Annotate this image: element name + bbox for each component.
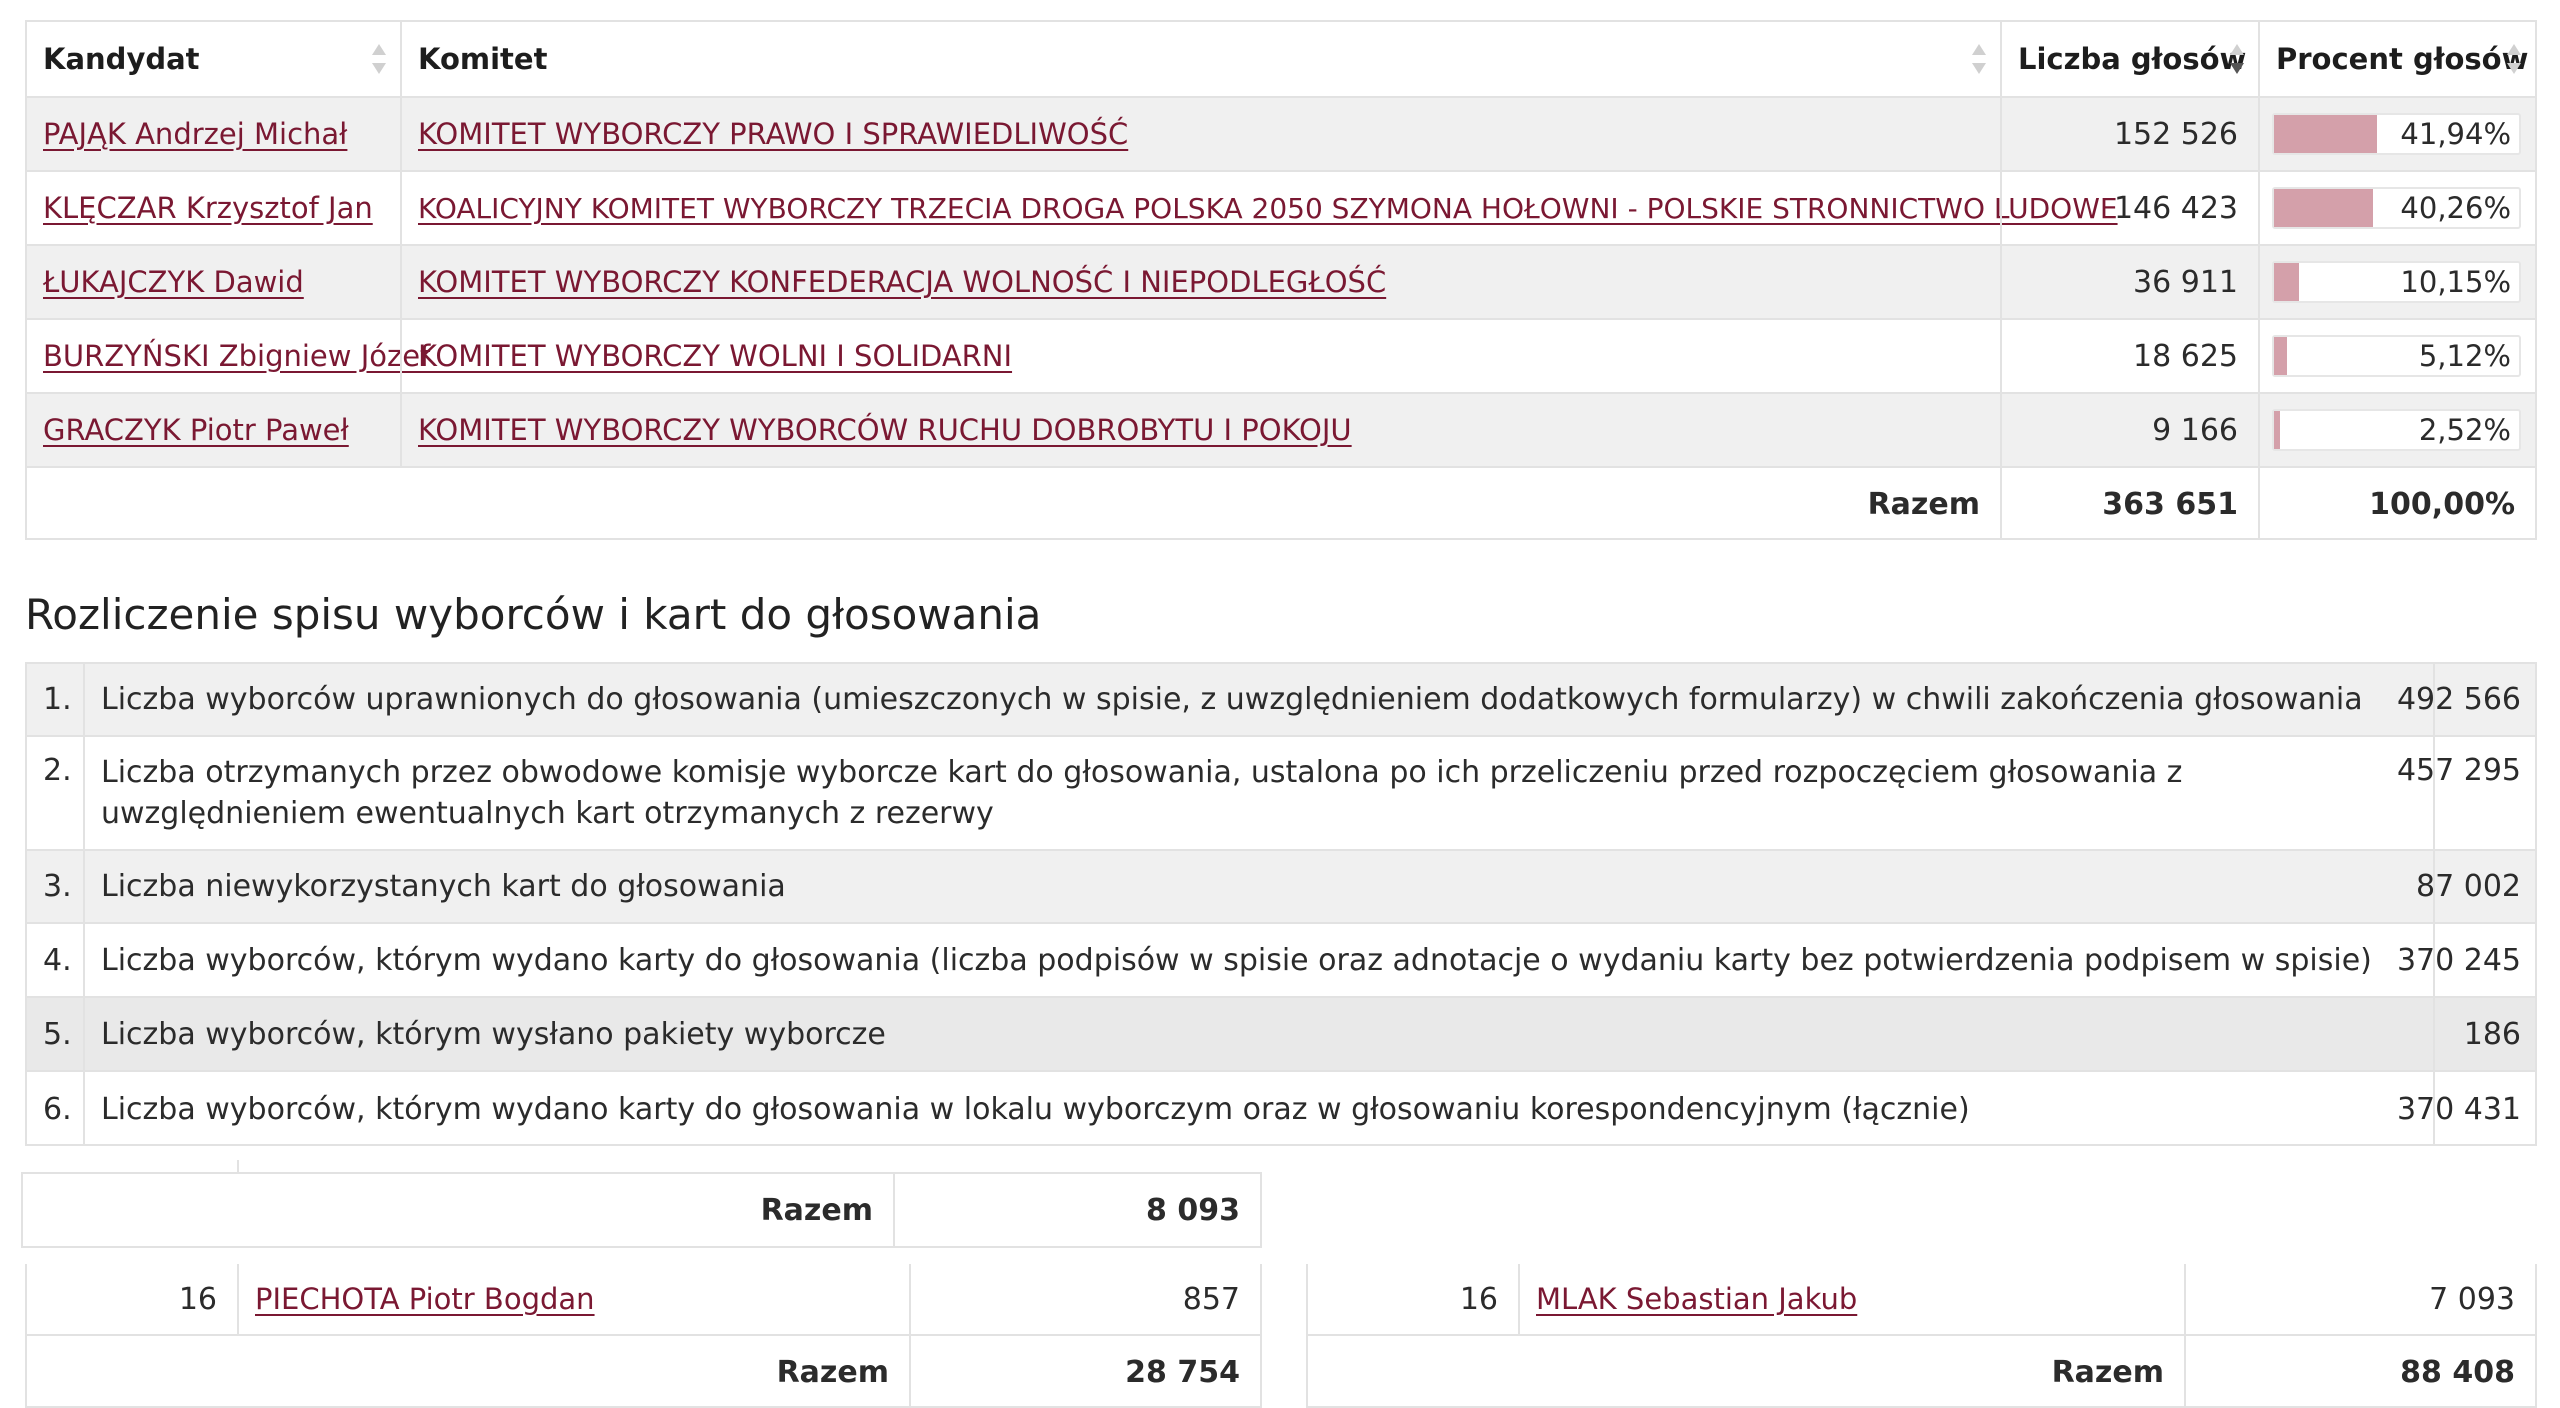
percent-bar-fill [2274, 115, 2377, 153]
percent-value: 5,12% [2418, 339, 2511, 373]
total-value: 88 408 [2400, 1354, 2515, 1390]
column-header-votes[interactable] [2000, 22, 2258, 96]
votes-cell [2000, 98, 2258, 170]
sort-icon[interactable] [1972, 44, 1986, 74]
total-label-cell [27, 468, 2000, 540]
fragment-total-value: 8 093 [1146, 1192, 1240, 1228]
total-label-cell [27, 1336, 909, 1408]
sort-icon[interactable] [2507, 44, 2521, 74]
table-row [27, 246, 2535, 320]
votes-cell [2000, 320, 2258, 392]
fragment-right-table [1306, 1264, 2537, 1408]
table-row [27, 98, 2535, 172]
row-value-text: 457 295 [2396, 753, 2521, 788]
percent-value: 41,94% [2400, 117, 2511, 151]
percent-bar [2272, 187, 2521, 229]
percent-cell [2258, 246, 2535, 318]
column-header-votes-label: Liczba głosów [2018, 42, 2247, 76]
votes-value: 9 166 [2152, 412, 2238, 448]
votes-value: 18 625 [2133, 338, 2238, 374]
committee-cell [400, 246, 2000, 318]
column-header-percent[interactable] [2258, 22, 2535, 96]
column-header-candidate[interactable] [27, 22, 400, 96]
total-value-cell [909, 1336, 1260, 1408]
row-number [27, 737, 83, 849]
committee-cell [400, 320, 2000, 392]
candidate-link[interactable]: ŁUKAJCZYK Dawid [43, 265, 304, 299]
results-total-row [27, 468, 2535, 540]
candidate-link[interactable]: BURZYŃSKI Zbigniew Józef [43, 339, 431, 373]
row-value-text: 186 [2463, 1016, 2521, 1052]
row-number-text: 6. [43, 1091, 72, 1127]
candidate-cell [27, 394, 400, 466]
committee-link[interactable]: KOMITET WYBORCZY PRAWO I SPRAWIEDLIWOŚĆ [418, 117, 1129, 151]
row-label-text: Liczba wyborców, którym wydano karty do głosowania w lokalu wyborczym oraz w głosowaniu korespondencyjnym (łącznie) [101, 1091, 1970, 1127]
votes-value: 857 [1182, 1281, 1240, 1317]
candidate-cell [27, 172, 400, 244]
percent-value: 40,26% [2400, 191, 2511, 225]
row-label [83, 998, 2433, 1070]
settlement-row [27, 998, 2535, 1072]
fragment-total-label: Razem [760, 1192, 873, 1228]
row-value [2396, 737, 2535, 849]
candidate-cell [1518, 1264, 2184, 1334]
candidate-cell [237, 1264, 909, 1334]
percent-bar-fill [2274, 411, 2280, 449]
total-label: Razem [1867, 486, 1980, 522]
sort-descending-icon[interactable] [2230, 44, 2244, 74]
candidate-cell [27, 320, 431, 392]
committee-cell [400, 172, 2118, 244]
fragment-total-row [23, 1174, 1260, 1246]
settlement-row [27, 924, 2535, 998]
table-row [27, 1264, 1260, 1336]
total-votes-cell [2000, 468, 2258, 540]
settlement-row [27, 664, 2535, 737]
total-value-cell [2184, 1336, 2535, 1408]
row-value-text: 370 431 [2396, 1091, 2521, 1127]
fragment-right-total-row [1308, 1336, 2535, 1408]
percent-bar [2272, 335, 2521, 377]
row-number [1308, 1264, 1518, 1334]
fragment-total-value-cell [893, 1174, 1260, 1246]
percent-value: 2,52% [2418, 413, 2511, 447]
row-value [2433, 998, 2535, 1070]
row-label-text: Liczba wyborców, którym wydano karty do głosowania (liczba podpisów w spisie oraz adnotacje o wydaniu karty bez potwierdzenia podpisem w spisie) [101, 942, 2372, 978]
table-row [1308, 1264, 2535, 1336]
votes-cell [2000, 172, 2258, 244]
column-header-committee[interactable] [400, 22, 2000, 96]
total-label: Razem [2051, 1354, 2164, 1390]
row-value [2396, 664, 2535, 735]
row-number [27, 664, 83, 735]
total-percent-cell [2258, 468, 2535, 540]
votes-value: 152 526 [2113, 116, 2238, 152]
percent-bar [2272, 113, 2521, 155]
sort-icon[interactable] [372, 44, 386, 74]
column-header-candidate-label: Kandydat [43, 42, 200, 76]
percent-cell [2258, 320, 2535, 392]
percent-cell [2258, 394, 2535, 466]
table-row [27, 320, 2535, 394]
fragment-total-label-cell [23, 1174, 893, 1246]
results-table [25, 20, 2537, 540]
results-header-row [27, 22, 2535, 98]
row-value [2396, 1072, 2535, 1146]
fragment-left-total-row [27, 1336, 1260, 1408]
table-row [27, 172, 2535, 246]
row-label [83, 664, 2433, 735]
row-number-text: 16 [1459, 1281, 1498, 1317]
column-header-percent-label: Procent głosów [2276, 42, 2529, 76]
votes-cell [2000, 246, 2258, 318]
percent-bar [2272, 409, 2521, 451]
candidate-link[interactable]: KLĘCZAR Krzysztof Jan [43, 191, 373, 225]
total-label: Razem [776, 1354, 889, 1390]
percent-bar-fill [2274, 337, 2287, 375]
votes-cell [2184, 1264, 2535, 1334]
settlement-row [27, 737, 2535, 851]
percent-cell [2258, 172, 2535, 244]
candidate-cell [27, 98, 400, 170]
total-value: 28 754 [1125, 1354, 1240, 1390]
section-title: Rozliczenie spisu wyborców i kart do głosowania [25, 590, 1042, 639]
candidate-link[interactable]: PIECHOTA Piotr Bogdan [255, 1282, 595, 1316]
settlement-row [27, 851, 2535, 924]
settlement-row [27, 1072, 2535, 1146]
candidate-link[interactable]: GRACZYK Piotr Paweł [43, 413, 349, 447]
settlement-table [25, 662, 2537, 1146]
row-label [83, 737, 2433, 849]
row-label [83, 851, 2433, 922]
total-votes: 363 651 [2102, 486, 2238, 522]
row-label-text: Liczba otrzymanych przez obwodowe komisje wyborcze kart do głosowania, ustalona po ich przeliczeniu przed rozpoczęciem głosowania z uwzględnieniem ewentualnych kart otrzymanych z rezerwy [101, 755, 2183, 831]
row-label [83, 924, 2433, 996]
votes-cell [909, 1264, 1260, 1334]
committee-link[interactable]: KOMITET WYBORCZY WOLNI I SOLIDARNI [418, 339, 1013, 373]
votes-cell [2000, 394, 2258, 466]
votes-value: 7 093 [2429, 1281, 2515, 1317]
percent-value: 10,15% [2400, 265, 2511, 299]
candidate-link[interactable]: MLAK Sebastian Jakub [1536, 1282, 1858, 1316]
committee-link[interactable]: KOMITET WYBORCZY KONFEDERACJA WOLNOŚĆ I NIEPODLEGŁOŚĆ [418, 265, 1387, 299]
row-label-text: Liczba wyborców uprawnionych do głosowania (umieszczonych w spisie, z uwzględnieniem dodatkowych formularzy) w chwili zakończenia głosowania [101, 682, 2363, 717]
committee-link[interactable]: KOALICYJNY KOMITET WYBORCZY TRZECIA DROGA POLSKA 2050 SZYMONA HOŁOWNI - POLSKIE STRONNICTWO LUDOWE [418, 191, 2118, 225]
row-number [27, 924, 83, 996]
percent-cell [2258, 98, 2535, 170]
votes-value: 36 911 [2133, 264, 2238, 300]
row-number-text: 4. [43, 942, 72, 978]
votes-value: 146 423 [2113, 190, 2238, 226]
fragment-left-table [25, 1264, 1262, 1408]
row-value-text: 87 002 [2416, 869, 2521, 904]
row-number [27, 1072, 83, 1146]
committee-cell [400, 98, 2000, 170]
table-row [27, 394, 2535, 468]
row-number-text: 5. [43, 1016, 72, 1052]
committee-cell [400, 394, 2000, 466]
percent-bar-fill [2274, 263, 2299, 301]
row-value-text: 492 566 [2396, 682, 2521, 717]
fragment-total-table [21, 1172, 1262, 1248]
column-header-committee-label: Komitet [418, 42, 548, 76]
row-number [27, 851, 83, 922]
row-number-text: 16 [178, 1281, 217, 1317]
row-label [83, 1072, 2433, 1146]
row-number-text: 3. [43, 869, 72, 904]
row-label-text: Liczba niewykorzystanych kart do głosowania [101, 869, 786, 904]
percent-bar [2272, 261, 2521, 303]
row-value-text: 370 245 [2396, 942, 2521, 978]
row-number [27, 1264, 237, 1334]
committee-link[interactable]: KOMITET WYBORCZY WYBORCÓW RUCHU DOBROBYTU I POKOJU [418, 413, 1352, 447]
row-value [2396, 924, 2535, 996]
total-percent: 100,00% [2369, 486, 2515, 522]
total-label-cell [1308, 1336, 2184, 1408]
row-label-text: Liczba wyborców, którym wysłano pakiety wyborcze [101, 1016, 886, 1052]
percent-bar-fill [2274, 189, 2373, 227]
candidate-cell [27, 246, 400, 318]
row-number [27, 998, 83, 1070]
row-number-text: 1. [43, 682, 72, 717]
row-number-text: 2. [43, 753, 72, 788]
candidate-link[interactable]: PAJĄK Andrzej Michał [43, 117, 348, 151]
row-value [2416, 851, 2535, 922]
